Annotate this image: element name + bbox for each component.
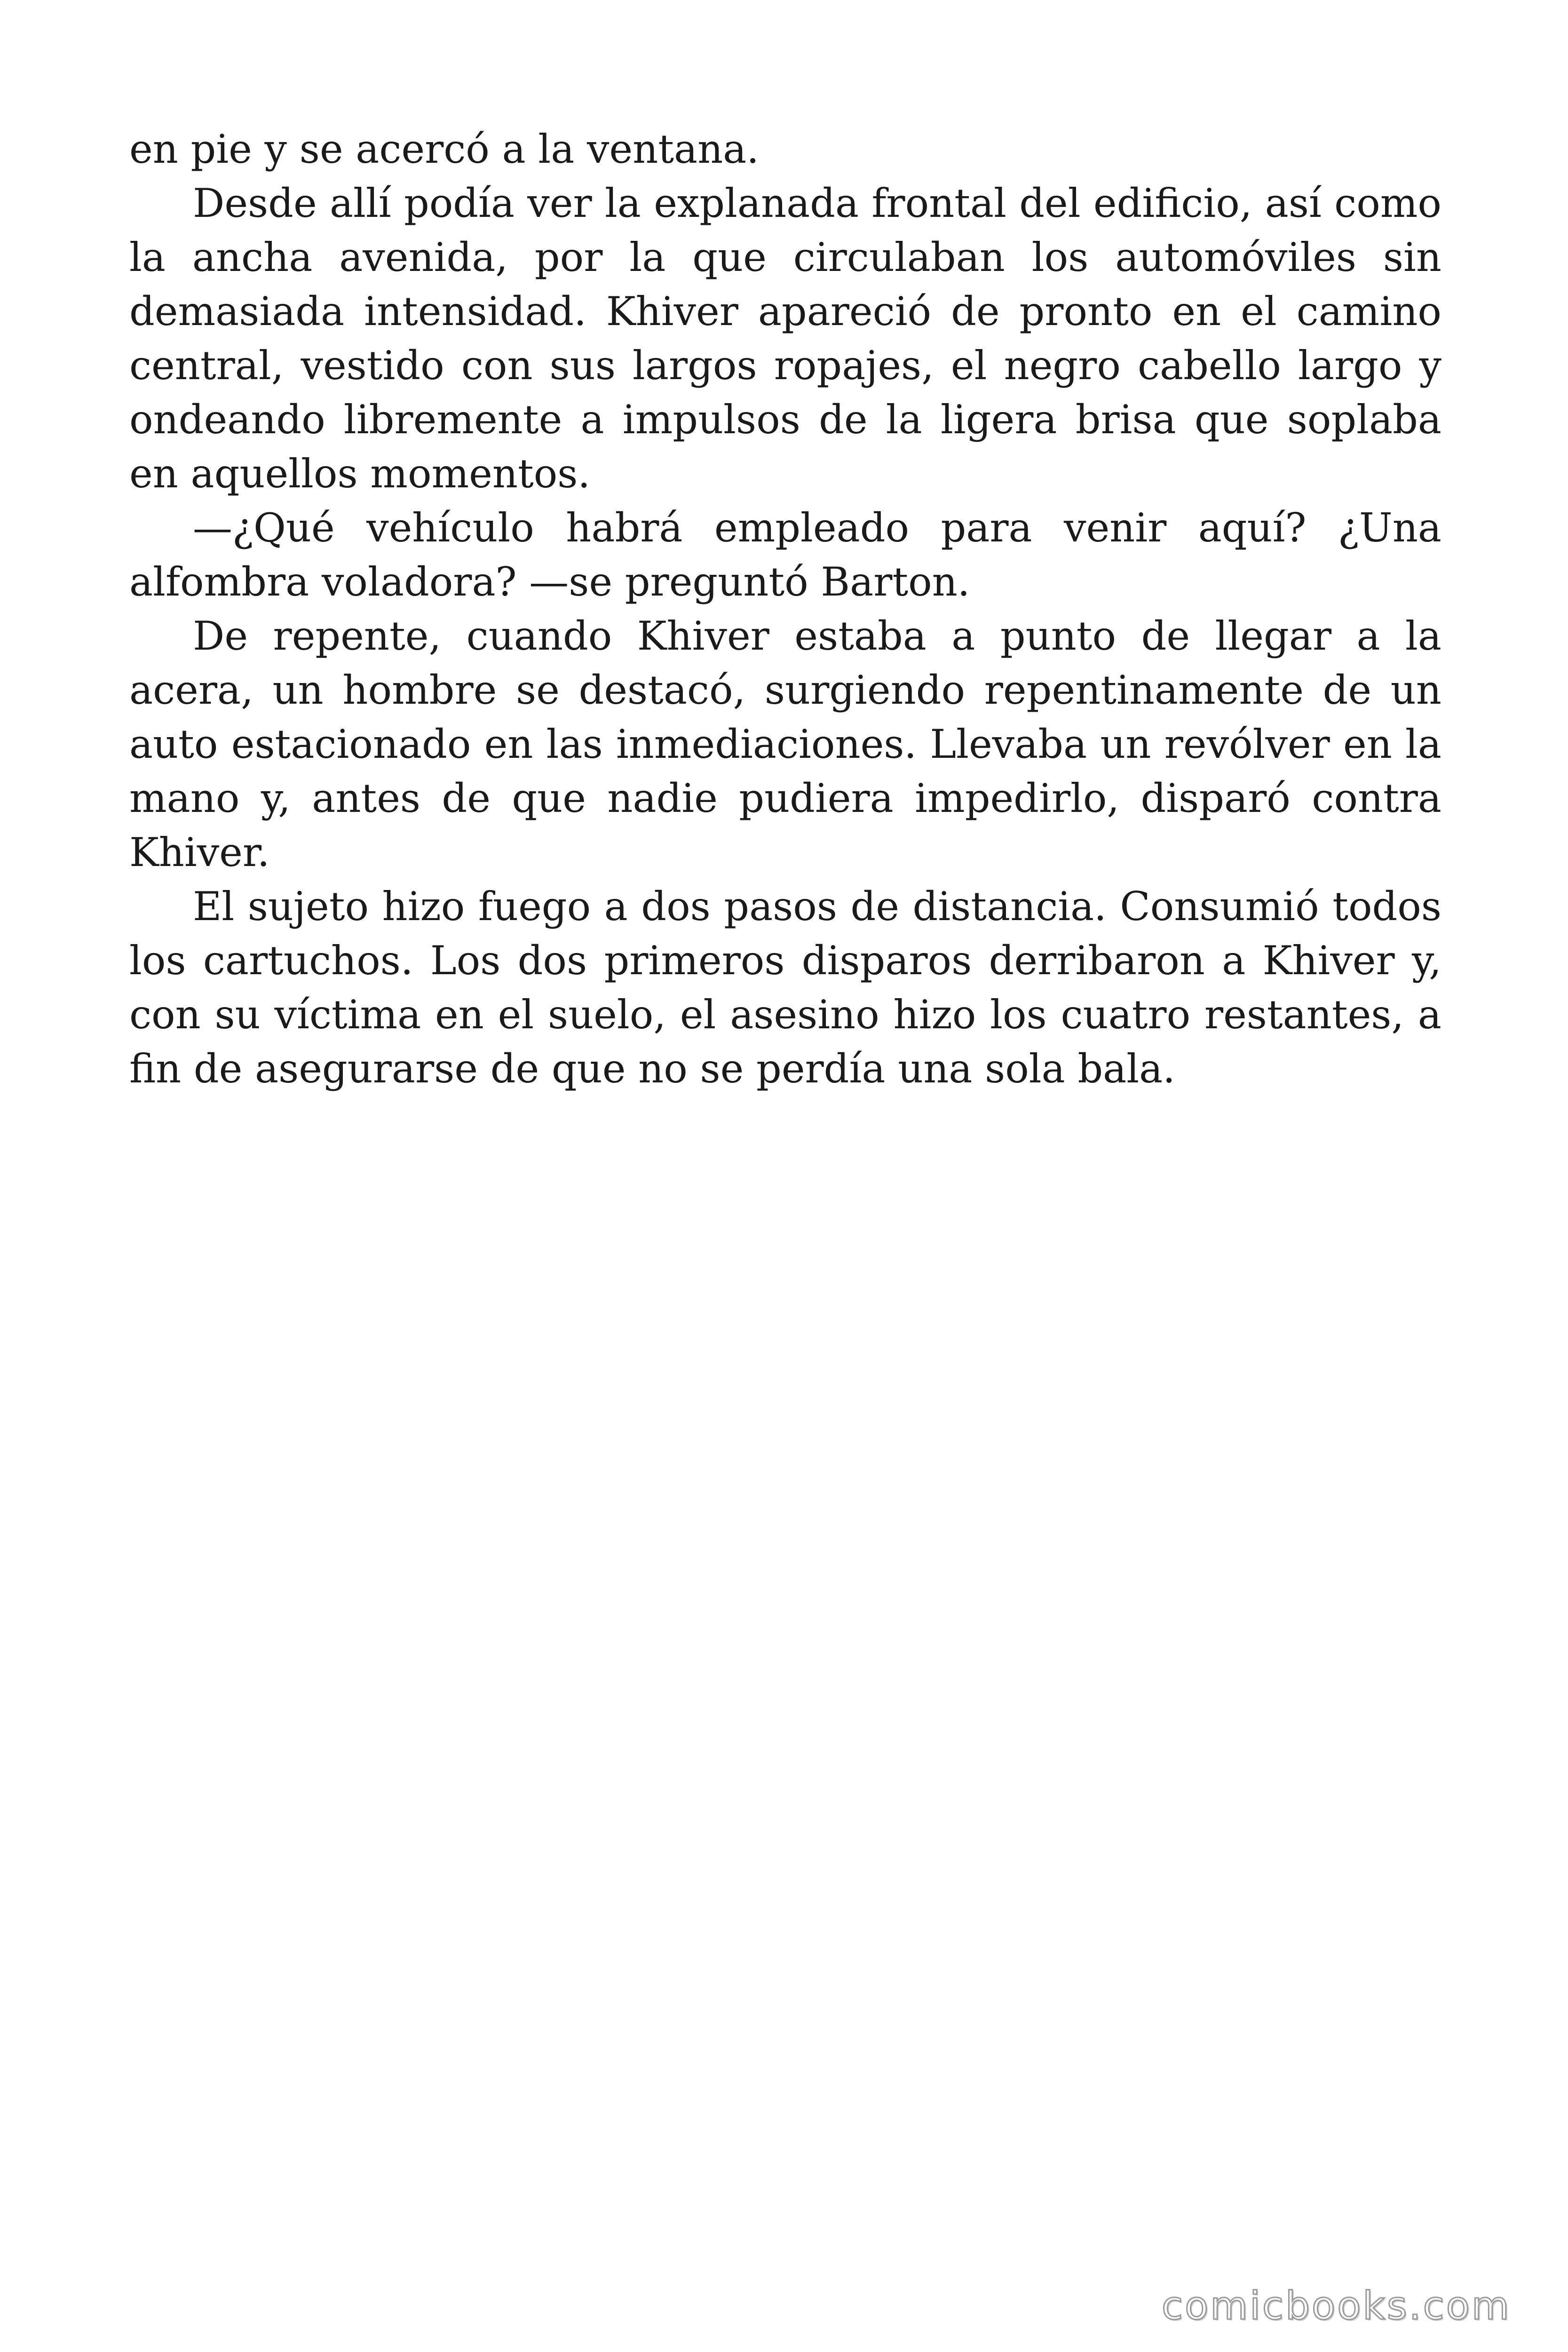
paragraph: Desde allí podía ver la explanada frontal del edificio, así como la ancha avenida, por la que circulaban los automóviles sin demasiada intensidad. Khiver apareció de pronto en el camino central, vestido con sus largos ropajes, el negro cabello largo y ondeando libremente a impulsos de la ligera brisa que soplaba en aquellos momentos. bbox=[129, 180, 1441, 497]
page-body-text bbox=[129, 122, 1441, 1096]
paragraph: El sujeto hizo fuego a dos pasos de distancia. Consumió todos los cartuchos. Los dos primeros disparos derribaron a Khiver y, con su víctima en el suelo, el asesino hizo los cuatro restantes, a fin de asegurarse de que no se perdía una sola bala. bbox=[129, 883, 1441, 1092]
paragraph-dialogue: —¿Qué vehículo habrá empleado para venir aquí? ¿Una alfombra voladora? —se preguntó Barton. bbox=[129, 505, 1441, 605]
paragraph: De repente, cuando Khiver estaba a punto de llegar a la acera, un hombre se destacó, surgiendo repentinamente de un auto estacionado en las inmediaciones. Llevaba un revólver en la mano y, antes de que nadie pudiera impedirlo, disparó contra Khiver. bbox=[129, 613, 1441, 875]
paragraph-continuation: en pie y se acercó a la ventana. bbox=[129, 126, 759, 172]
watermark: comicbooks.com bbox=[1162, 2284, 1511, 2328]
